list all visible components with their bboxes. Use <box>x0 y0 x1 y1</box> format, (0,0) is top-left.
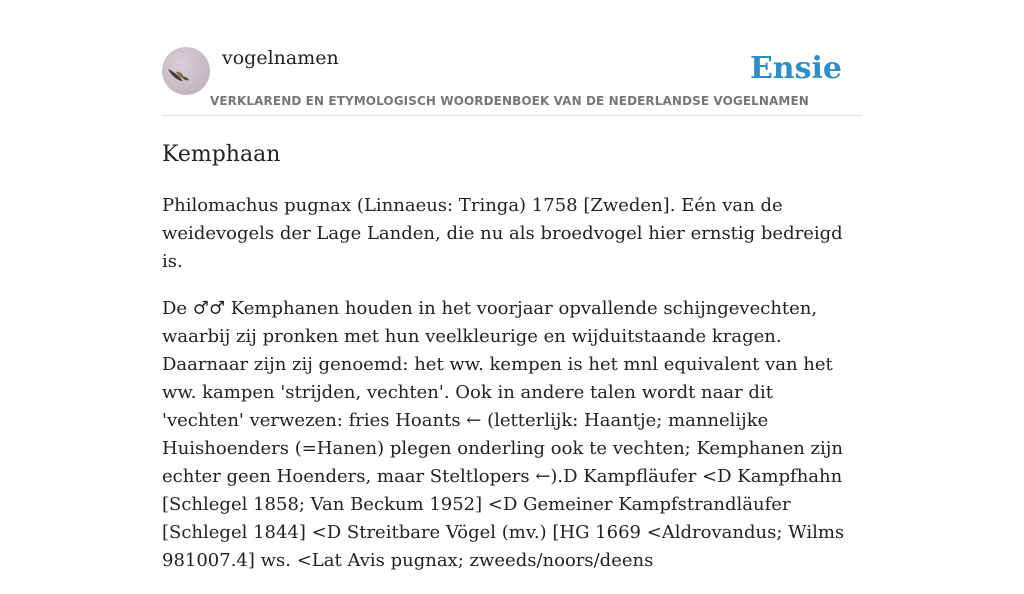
avatar[interactable] <box>162 47 210 95</box>
bird-photo-icon <box>162 47 210 95</box>
article-body <box>162 192 852 594</box>
article-paragraph: De ♂♂ Kemphanen houden in het voorjaar opvallende schijngevechten, waarbij zij pronken met hun veelkleurige en wijduitstaande kragen. Daarnaar zijn zij genoemd: het ww. kempen is het mnl equivalent van het ww. kampen 'strijden, vechten'. Ook in andere talen wordt naar dit 'vechten' verwezen: fries Hoants ← (letterlijk: Haantje; mannelijke Huishoenders (=Hanen) plegen onderling ook te vechten; Kemphanen zijn echter geen Hoenders, maar Steltlopers ←).D Kampfläufer <D Kampfhahn [Schlegel 1858; Van Beckum 1952] <D Gemeiner Kampfstrandläufer [Schlegel 1844] <D Streitbare Vögel (mv.) [HG 1669 <Aldrovandus; Wilms 981007.4] ws. <Lat Avis pugnax; zweeds/noors/deens <box>162 298 845 571</box>
site-header <box>162 0 862 116</box>
brand-logo[interactable]: Ensie <box>749 51 842 86</box>
article-paragraph: Philomachus pugnax (Linnaeus: Tringa) 1758 [Zweden]. Eén van de weidevogels der Lage Landen, die nu als broedvogel hier ernstig bedreigd is. <box>162 195 843 272</box>
page-title: Kemphaan <box>162 142 281 167</box>
site-subtitle: VERKLAREND EN ETYMOLOGISCH WOORDENBOEK VAN DE NEDERLANDSE VOGELNAMEN <box>210 94 809 108</box>
site-name[interactable]: vogelnamen <box>222 47 339 69</box>
